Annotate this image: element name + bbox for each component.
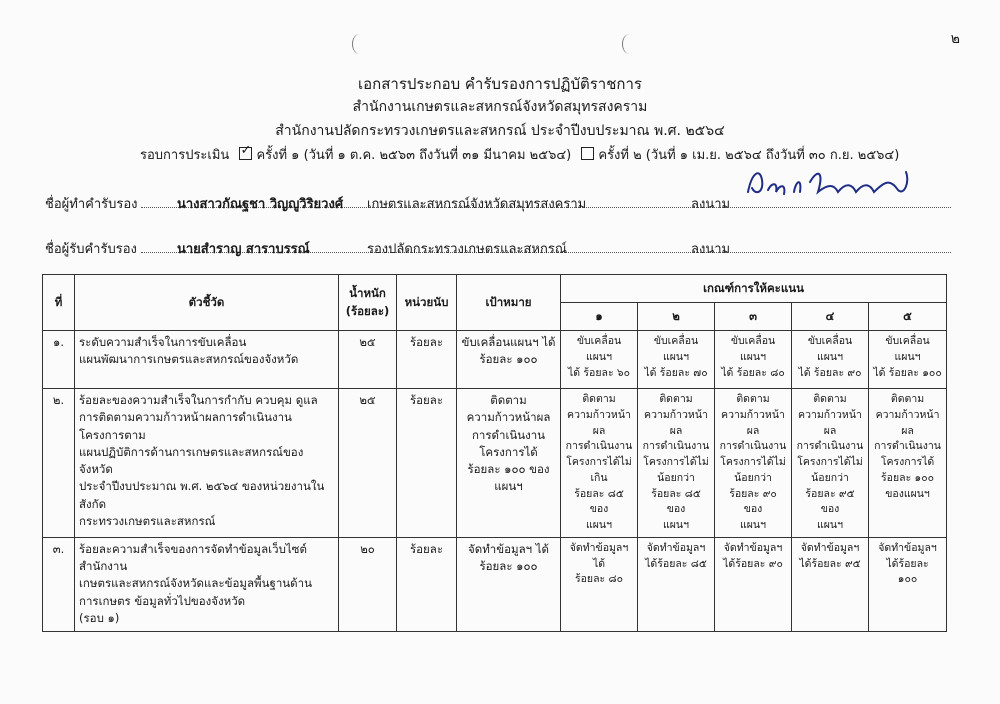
round2-checkbox[interactable] (581, 147, 594, 160)
row-level-1: ติดตาม ความก้าวหน้าผล การดำเนินงาน โครงการได้ไม่เกิน ร้อยละ ๘๕ ของ แผนฯ (561, 389, 638, 538)
document-title: เอกสารประกอบ คำรับรองการปฏิบัติราชการ (358, 75, 642, 93)
round1-checkbox[interactable] (239, 147, 252, 160)
row-weight: ๒๕ (339, 389, 397, 538)
row-level-5: ติดตาม ความก้าวหน้าผล การดำเนินงาน โครงการได้ ร้อยละ ๑๐๐ ของแผนฯ (869, 389, 947, 538)
header-unit: หน่วยนับ (397, 275, 457, 331)
kpi-table-body (43, 331, 947, 632)
row-unit: ร้อยละ (397, 331, 457, 389)
row-level-5: จัดทำข้อมูลฯ ได้ร้อยละ ๑๐๐ (869, 537, 947, 631)
row-level-3: ติดตาม ความก้าวหน้าผล การดำเนินงาน โครงการได้ไม่ น้อยกว่า ร้อยละ ๙๐ ของ แผนฯ (715, 389, 792, 538)
row-level-1: จัดทำข้อมูลฯ ได้ ร้อยละ ๘๐ (561, 537, 638, 631)
row-indicator: ร้อยละความสำเร็จของการจัดทำข้อมูลเว็บไซต์สำนักงาน เกษตรและสหกรณ์จังหวัดและข้อมูลพื้นฐานด้าน การเกษตร ข้อมูลทั่วไปของจังหวัด (รอบ ๑) (75, 537, 339, 631)
header-level-3: ๓ (715, 303, 792, 331)
maker-position: เกษตรและสหกรณ์จังหวัดสมุทรสงคราม (367, 197, 587, 212)
row-level-4: ขับเคลื่อนแผนฯ ได้ ร้อยละ ๙๐ (792, 331, 869, 389)
receiver-sign-line (725, 238, 951, 253)
maker-label: ชื่อผู้ทำคำรับรอง (45, 197, 138, 212)
row-no: ๑. (43, 331, 75, 389)
maker-name: นางสาวกัณฐชา วิญญูวิริยวงศ์ (177, 197, 344, 212)
maker-sign-label: ลงนาม (691, 197, 731, 212)
receiver-line (45, 238, 955, 259)
row-level-4: จัดทำข้อมูลฯ ได้ร้อยละ ๙๕ (792, 537, 869, 631)
row-level-3: ขับเคลื่อนแผนฯ ได้ ร้อยละ ๘๐ (715, 331, 792, 389)
header-target: เป้าหมาย (457, 275, 561, 331)
table-row (43, 331, 947, 389)
row-unit: ร้อยละ (397, 537, 457, 631)
maker-signature (738, 162, 918, 202)
page-number: ๒ (950, 31, 960, 47)
receiver-position: รองปลัดกระทรวงเกษตรและสหกรณ์ (367, 242, 567, 257)
round2-label: ครั้งที่ ๒ (วันที่ ๑ เม.ย. ๒๕๖๔ ถึงวันที่ ๓๐ ก.ย. ๒๕๖๔) (598, 148, 900, 163)
header-weight: น้ำหนัก (ร้อยละ) (339, 275, 397, 331)
receiver-sign-label: ลงนาม (691, 242, 731, 257)
round-label: รอบการประเมิน (140, 148, 230, 163)
header-level-4: ๔ (792, 303, 869, 331)
row-level-3: จัดทำข้อมูลฯ ได้ร้อยละ ๙๐ (715, 537, 792, 631)
row-no: ๒. (43, 389, 75, 538)
row-level-1: ขับเคลื่อนแผนฯ ได้ ร้อยละ ๖๐ (561, 331, 638, 389)
row-level-2: จัดทำข้อมูลฯ ได้ร้อยละ ๘๕ (638, 537, 715, 631)
row-indicator: ระดับความสำเร็จในการขับเคลื่อน แผนพัฒนาการเกษตรและสหกรณ์ของจังหวัด (75, 331, 339, 389)
header-level-1: ๑ (561, 303, 638, 331)
row-weight: ๒๕ (339, 331, 397, 389)
row-target: ขับเคลื่อนแผนฯ ได้ ร้อยละ ๑๐๐ (457, 331, 561, 389)
row-level-2: ขับเคลื่อนแผนฯ ได้ ร้อยละ ๗๐ (638, 331, 715, 389)
row-level-4: ติดตาม ความก้าวหน้าผล การดำเนินงาน โครงการได้ไม่ น้อยกว่า ร้อยละ ๙๕ ของ แผนฯ (792, 389, 869, 538)
ministry-line: สำนักงานปลัดกระทรวงเกษตรและสหกรณ์ ประจำปีงบประมาณ พ.ศ. ๒๕๖๔ (275, 123, 725, 139)
punch-hole-right (622, 34, 637, 54)
receiver-name: นายสำราญ สาราบรรณ์ (177, 242, 310, 257)
header-indicator: ตัวชี้วัด (75, 275, 339, 331)
kpi-table (42, 274, 947, 632)
table-row (43, 537, 947, 631)
office-name: สำนักงานเกษตรและสหกรณ์จังหวัดสมุทรสงคราม (352, 99, 648, 115)
receiver-label: ชื่อผู้รับคำรับรอง (45, 242, 137, 257)
header-criteria: เกณฑ์การให้คะแนน (561, 275, 947, 303)
header-level-2: ๒ (638, 303, 715, 331)
row-level-5: ขับเคลื่อนแผนฯ ได้ ร้อยละ ๑๐๐ (869, 331, 947, 389)
row-no: ๓. (43, 537, 75, 631)
row-level-2: ติดตาม ความก้าวหน้าผล การดำเนินงาน โครงการได้ไม่ น้อยกว่า ร้อยละ ๘๕ ของ แผนฯ (638, 389, 715, 538)
row-unit: ร้อยละ (397, 389, 457, 538)
round1-label: ครั้งที่ ๑ (วันที่ ๑ ต.ค. ๒๕๖๓ ถึงวันที่ ๓๑ มีนาคม ๒๕๖๔) (256, 148, 572, 163)
header-no: ที่ (43, 275, 75, 331)
table-row (43, 389, 947, 538)
row-weight: ๒๐ (339, 537, 397, 631)
row-target: ติดตาม ความก้าวหน้าผล การดำเนินงาน โครงการได้ ร้อยละ ๑๐๐ ของ แผนฯ (457, 389, 561, 538)
header-level-5: ๕ (869, 303, 947, 331)
row-indicator: ร้อยละของความสำเร็จในการกำกับ ควบคุม ดูแล การติดตามความก้าวหน้าผลการดำเนินงานโครงการตาม แผนปฏิบัติการด้านการเกษตรและสหกรณ์ของจังหวัด ประจำปีงบประมาณ พ.ศ. ๒๕๖๔ ของหน่วยงานในสังกัด กระทรวงเกษตรและสหกรณ์ (75, 389, 339, 538)
punch-hole-left (352, 34, 367, 54)
row-target: จัดทำข้อมูลฯ ได้ ร้อยละ ๑๐๐ (457, 537, 561, 631)
